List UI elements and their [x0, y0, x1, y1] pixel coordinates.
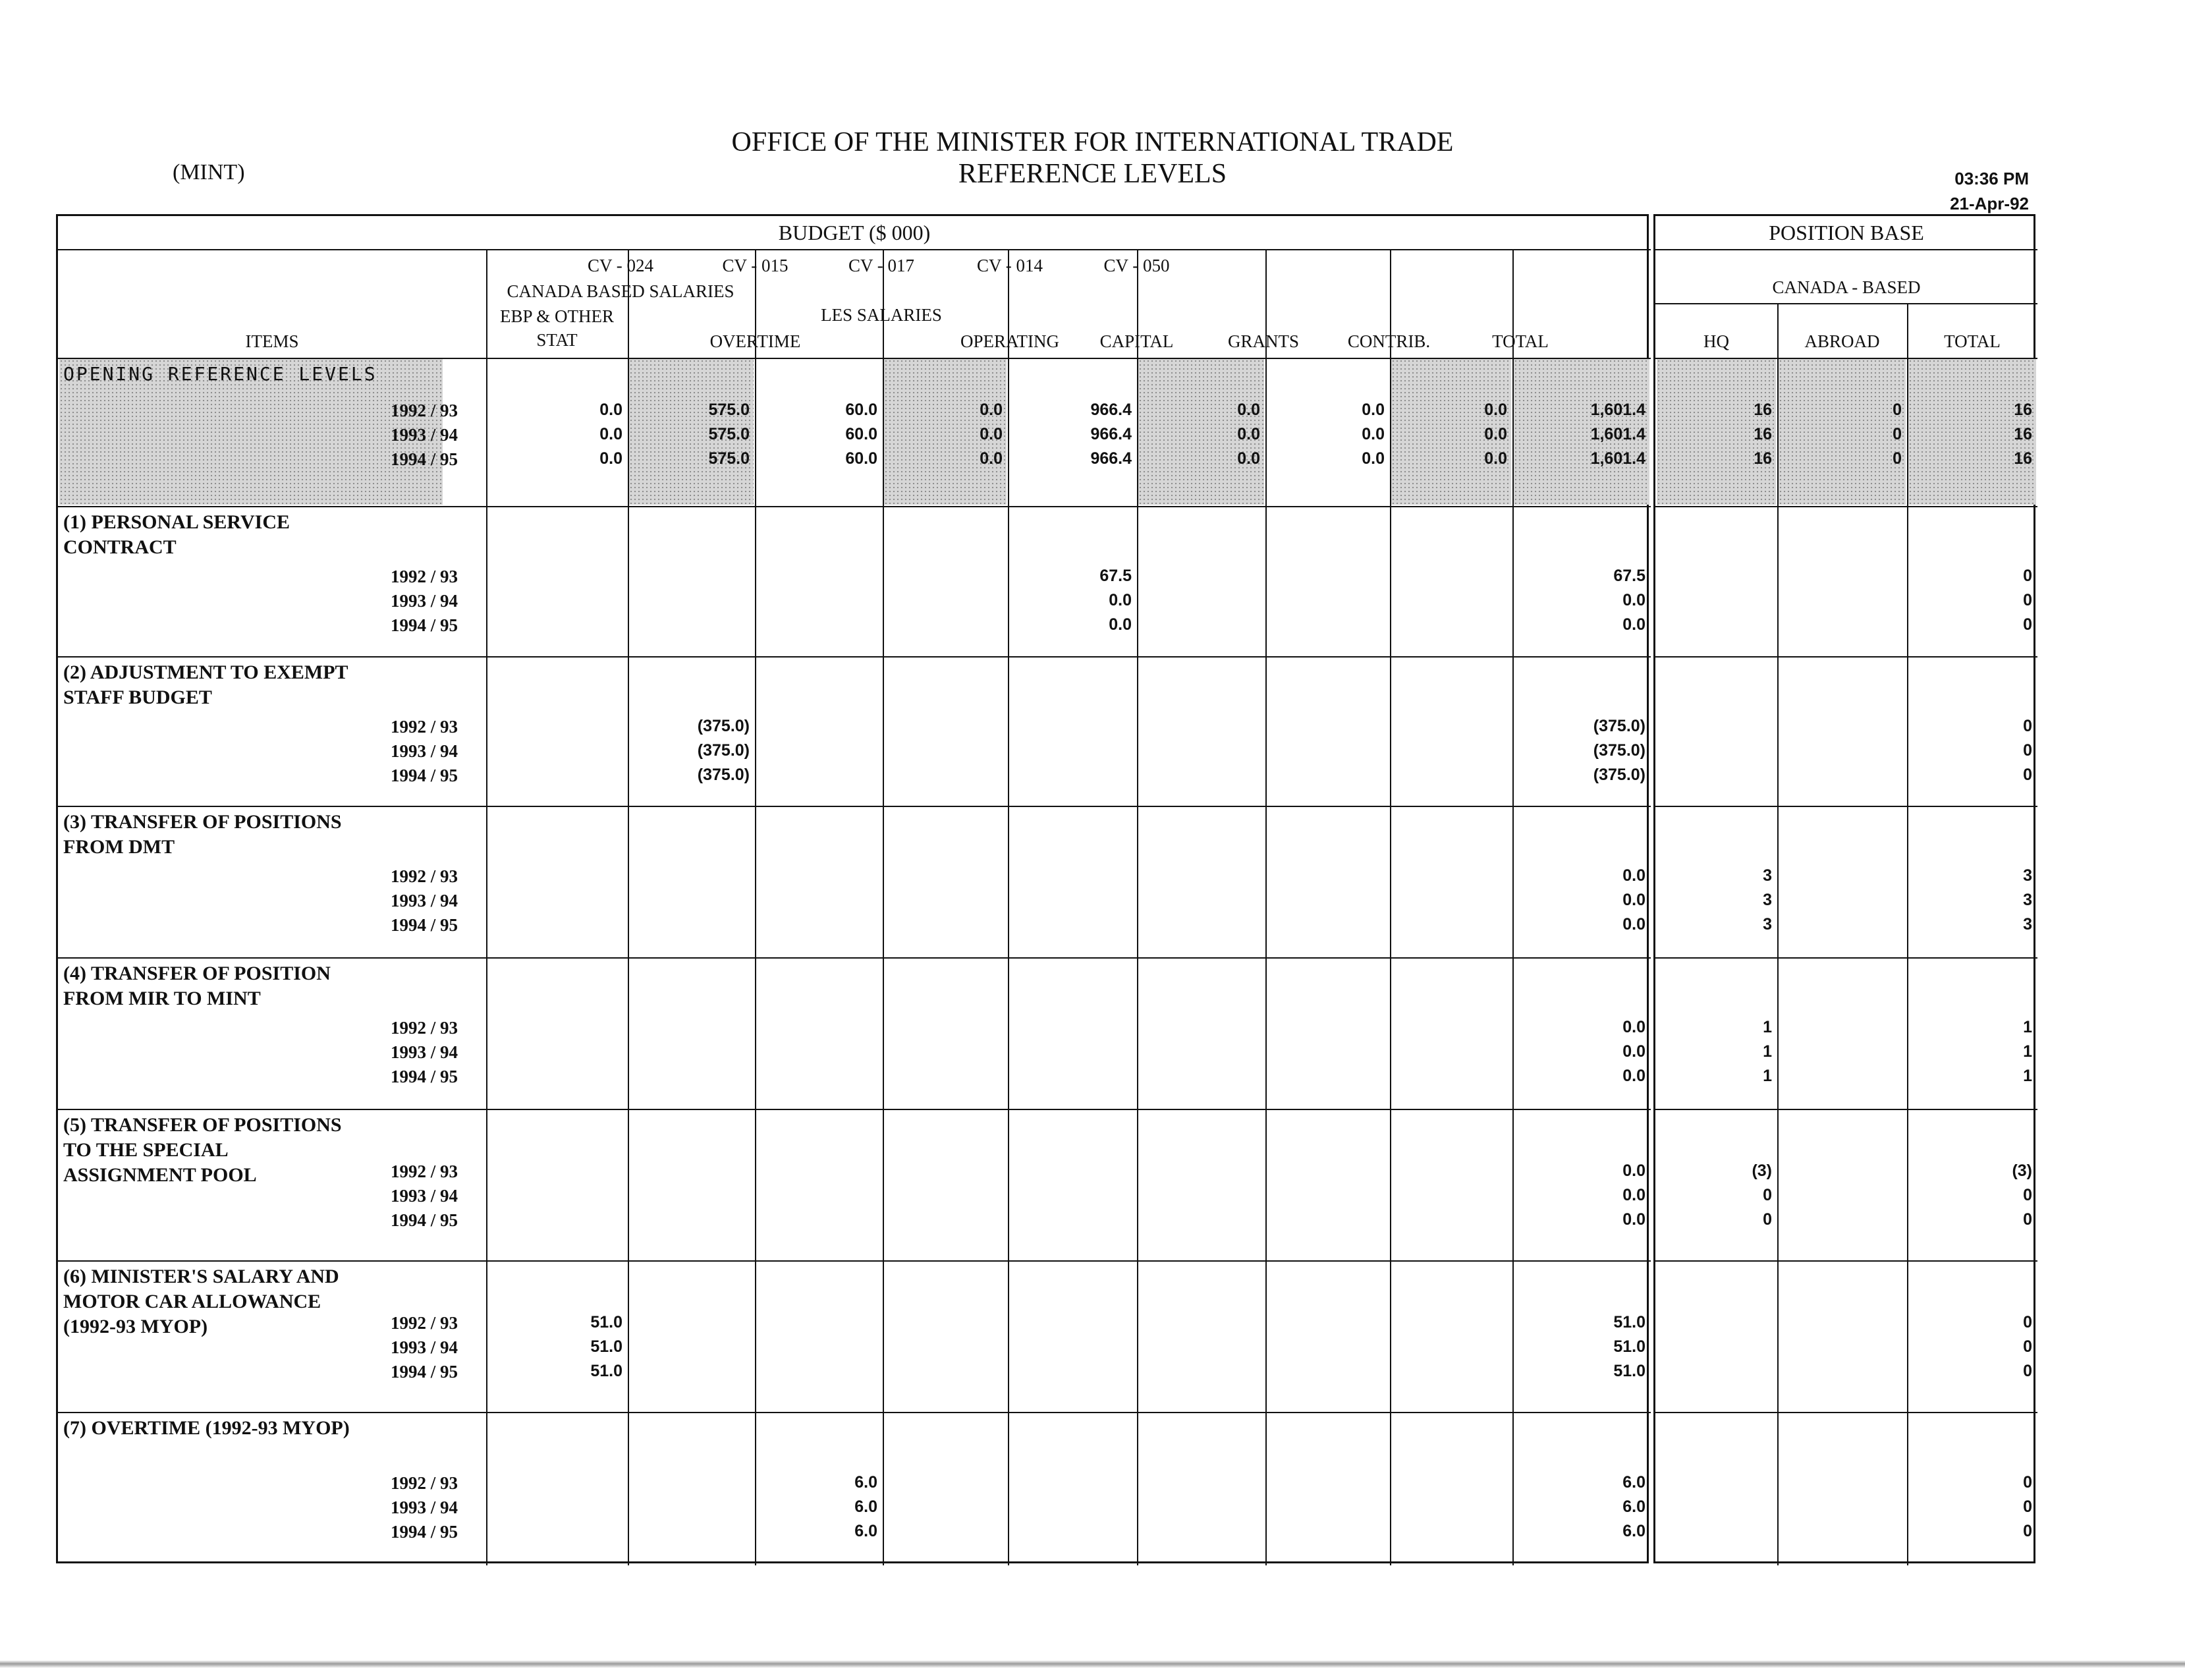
budget-cell: 0.0 [1622, 1210, 1646, 1229]
position-cell: 16 [2014, 449, 2032, 468]
section-title: (5) TRANSFER OF POSITIONS [63, 1114, 342, 1136]
column-code: CV - 024 [587, 256, 653, 275]
year-label: 1992 / 93 [391, 1313, 458, 1333]
section-title: FROM DMT [63, 836, 175, 858]
canada-based-header: CANADA - BASED [1772, 277, 1921, 297]
budget-cell: 0.0 [1237, 425, 1260, 443]
budget-cell: 60.0 [845, 449, 877, 468]
budget-cell: 0.0 [1109, 591, 1132, 609]
budget-cell: 0.0 [980, 401, 1003, 419]
budget-cell: 966.4 [1090, 449, 1132, 468]
year-label: 1994 / 95 [391, 1522, 458, 1542]
position-cell: 0 [2023, 1498, 2032, 1516]
year-label: 1992 / 93 [391, 1018, 458, 1038]
year-label: 1994 / 95 [391, 915, 458, 935]
section-title: FROM MIR TO MINT [63, 988, 261, 1009]
budget-cell: 0.0 [1622, 591, 1646, 609]
position-cell: (3) [2012, 1162, 2032, 1180]
position-cell: 0 [2023, 1313, 2032, 1331]
position-cell: 0 [2023, 567, 2032, 585]
position-cell: 0 [2023, 1473, 2032, 1492]
budget-cell: 0.0 [1622, 1067, 1646, 1085]
print-time: 03:36 PM [1954, 169, 2029, 188]
rule-group-header [58, 249, 1651, 250]
column-code: CV - 015 [722, 256, 788, 275]
column-header: CANADA BASED SALARIES [507, 281, 734, 301]
position-group-header: POSITION BASE [1769, 221, 1924, 244]
position-cell: 0 [1893, 425, 1902, 443]
budget-group-header: BUDGET ($ 000) [778, 221, 931, 244]
budget-cell: 6.0 [1622, 1498, 1646, 1516]
position-cell: 1 [2023, 1018, 2032, 1036]
position-cell: 3 [1763, 866, 1772, 885]
position-cell: 3 [2023, 866, 2032, 885]
budget-cell: 1,601.4 [1590, 401, 1646, 419]
column-header: CAPITAL [1099, 331, 1174, 351]
page-bottom-edge [0, 1660, 2185, 1668]
budget-cell: 60.0 [845, 401, 877, 419]
section-title: STAFF BUDGET [63, 686, 212, 708]
budget-cell: 0.0 [1237, 449, 1260, 468]
rule-section [58, 1260, 1651, 1262]
budget-cell: (375.0) [697, 741, 750, 760]
rule-section [1655, 806, 2037, 807]
section-title: (6) MINISTER'S SALARY AND [63, 1266, 339, 1287]
budget-cell: 0.0 [599, 425, 622, 443]
section-title: (7) OVERTIME (1992-93 MYOP) [63, 1417, 350, 1439]
column-header: TOTAL [1492, 331, 1549, 351]
column-header: OVERTIME [709, 331, 801, 351]
budget-cell: 67.5 [1613, 567, 1646, 585]
position-column-header: HQ [1703, 331, 1729, 351]
position-base-table [1653, 214, 2035, 1563]
budget-cell: (375.0) [1593, 717, 1646, 735]
position-cell: 16 [1754, 401, 1772, 419]
budget-cell: 575.0 [708, 401, 750, 419]
rule-section [1655, 1109, 2037, 1110]
position-cell: 0 [1763, 1210, 1772, 1229]
budget-cell: 0.0 [1622, 1186, 1646, 1204]
section-title: TO THE SPECIAL [63, 1139, 229, 1161]
rule-group-header [1655, 249, 2037, 250]
year-label: 1992 / 93 [391, 1473, 458, 1493]
budget-cell: 575.0 [708, 449, 750, 468]
budget-cell: 0.0 [1484, 425, 1507, 443]
budget-cell: 0.0 [1362, 425, 1385, 443]
budget-cell: 60.0 [845, 425, 877, 443]
rule-section [1655, 1412, 2037, 1413]
rule-section [58, 1412, 1651, 1413]
position-cell: 0 [2023, 615, 2032, 634]
position-cell: 1 [1763, 1067, 1772, 1085]
print-date: 21-Apr-92 [1950, 194, 2029, 213]
year-label: 1992 / 93 [391, 1162, 458, 1181]
rule-column [1777, 303, 1779, 1565]
position-cell: 0 [2023, 1210, 2032, 1229]
year-label: 1993 / 94 [391, 1042, 458, 1062]
budget-cell: 51.0 [1613, 1313, 1646, 1331]
budget-cell: 0.0 [1622, 1042, 1646, 1061]
budget-cell: 1,601.4 [1590, 449, 1646, 468]
document-subtitle: REFERENCE LEVELS [958, 159, 1227, 189]
position-cell: 0 [2023, 1186, 2032, 1204]
column-header: OPERATING [960, 331, 1059, 351]
budget-cell: 51.0 [590, 1313, 622, 1331]
budget-cell: 966.4 [1090, 425, 1132, 443]
document-title: OFFICE OF THE MINISTER FOR INTERNATIONAL TRADE [731, 127, 1454, 157]
budget-cell: 0.0 [1622, 615, 1646, 634]
position-cell: 0 [2023, 1362, 2032, 1380]
position-cell: 0 [2023, 1337, 2032, 1356]
rule-section [1655, 506, 2037, 507]
rule-section [1655, 1260, 2037, 1262]
budget-cell: 1,601.4 [1590, 425, 1646, 443]
position-cell: 0 [2023, 766, 2032, 784]
section-title: (3) TRANSFER OF POSITIONS [63, 811, 342, 833]
position-cell: 1 [2023, 1067, 2032, 1085]
year-label: 1992 / 93 [391, 567, 458, 586]
budget-cell: 0.0 [1484, 401, 1507, 419]
position-cell: 16 [2014, 401, 2032, 419]
position-cell: 0 [2023, 591, 2032, 609]
rule-section [58, 358, 1651, 359]
section-title: CONTRACT [63, 536, 177, 558]
budget-cell: (375.0) [697, 717, 750, 735]
budget-cell: 6.0 [1622, 1522, 1646, 1540]
budget-cell: 575.0 [708, 425, 750, 443]
budget-cell: 0.0 [599, 449, 622, 468]
year-label: 1994 / 95 [391, 449, 458, 469]
position-cell: 0 [1763, 1186, 1772, 1204]
organization-abbrev: (MINT) [173, 160, 245, 184]
rule-column [1390, 249, 1391, 1565]
year-label: 1993 / 94 [391, 1498, 458, 1517]
section-title: (4) TRANSFER OF POSITION [63, 963, 331, 984]
year-label: 1994 / 95 [391, 766, 458, 785]
year-label: 1992 / 93 [391, 401, 458, 420]
budget-cell: 0.0 [1622, 1162, 1646, 1180]
budget-cell: 6.0 [854, 1498, 877, 1516]
section-title: (1992-93 MYOP) [63, 1316, 208, 1337]
position-cell: 3 [2023, 891, 2032, 909]
budget-cell: 0.0 [980, 425, 1003, 443]
year-label: 1993 / 94 [391, 591, 458, 611]
rule-column [628, 249, 629, 1565]
rule-section [1655, 957, 2037, 959]
rule-column [755, 249, 756, 1565]
position-cell: 1 [1763, 1042, 1772, 1061]
budget-cell: 0.0 [1237, 401, 1260, 419]
budget-cell: 0.0 [980, 449, 1003, 468]
year-label: 1994 / 95 [391, 615, 458, 635]
position-cell: 1 [1763, 1018, 1772, 1036]
position-cell: 0 [1893, 401, 1902, 419]
position-cell: 16 [1754, 425, 1772, 443]
budget-cell: 0.0 [1109, 615, 1132, 634]
year-label: 1994 / 95 [391, 1362, 458, 1382]
rule-column [1265, 249, 1267, 1565]
year-label: 1992 / 93 [391, 866, 458, 886]
rule-column [1137, 249, 1138, 1565]
budget-cell: 51.0 [590, 1362, 622, 1380]
year-label: 1993 / 94 [391, 741, 458, 761]
section-title: MOTOR CAR ALLOWANCE [63, 1291, 321, 1312]
position-column-header: ABROAD [1804, 331, 1880, 351]
rule-section [58, 1109, 1651, 1110]
section-title: OPENING REFERENCE LEVELS [63, 363, 377, 385]
position-cell: 1 [2023, 1042, 2032, 1061]
budget-table [56, 214, 1649, 1563]
year-label: 1993 / 94 [391, 1186, 458, 1206]
budget-cell: (375.0) [697, 766, 750, 784]
budget-cell: 0.0 [1622, 891, 1646, 909]
budget-cell: (375.0) [1593, 766, 1646, 784]
rule-section [58, 506, 1651, 507]
rule-subgroup-header [1655, 303, 2037, 304]
year-label: 1992 / 93 [391, 717, 458, 737]
budget-cell: 51.0 [590, 1337, 622, 1356]
rule-section [1655, 358, 2037, 359]
budget-cell: 0.0 [1622, 915, 1646, 934]
column-code: CV - 014 [976, 256, 1043, 275]
year-label: 1994 / 95 [391, 1067, 458, 1086]
column-header: LES SALARIES [821, 305, 942, 325]
section-title: (1) PERSONAL SERVICE [63, 511, 290, 533]
position-cell: 16 [2014, 425, 2032, 443]
position-cell: 0 [2023, 717, 2032, 735]
budget-cell: 51.0 [1613, 1337, 1646, 1356]
column-code: CV - 017 [848, 256, 914, 275]
budget-cell: 966.4 [1090, 401, 1132, 419]
rule-column [1008, 249, 1009, 1565]
budget-cell: 67.5 [1099, 567, 1132, 585]
budget-cell: 0.0 [1484, 449, 1507, 468]
position-cell: 3 [1763, 915, 1772, 934]
position-cell: 3 [2023, 915, 2032, 934]
year-label: 1993 / 94 [391, 1337, 458, 1357]
budget-cell: 0.0 [1362, 449, 1385, 468]
budget-cell: 51.0 [1613, 1362, 1646, 1380]
budget-cell: 0.0 [1622, 1018, 1646, 1036]
budget-cell: (375.0) [1593, 741, 1646, 760]
column-header: CONTRIB. [1347, 331, 1431, 351]
items-header: ITEMS [245, 331, 299, 351]
position-cell: 16 [1754, 449, 1772, 468]
rule-section [58, 806, 1651, 807]
rule-column [883, 249, 884, 1565]
position-cell: (3) [1752, 1162, 1772, 1180]
rule-section [58, 656, 1651, 658]
position-column-header: TOTAL [1944, 331, 2001, 351]
position-cell: 0 [1893, 449, 1902, 468]
position-cell: 0 [2023, 741, 2032, 760]
column-header: EBP & OTHER STAT [499, 306, 614, 350]
budget-cell: 0.0 [599, 401, 622, 419]
budget-cell: 6.0 [1622, 1473, 1646, 1492]
position-cell: 3 [1763, 891, 1772, 909]
year-label: 1994 / 95 [391, 1210, 458, 1230]
column-header: GRANTS [1227, 331, 1299, 351]
position-cell: 0 [2023, 1522, 2032, 1540]
year-label: 1993 / 94 [391, 425, 458, 445]
year-label: 1993 / 94 [391, 891, 458, 910]
budget-cell: 0.0 [1362, 401, 1385, 419]
budget-cell: 6.0 [854, 1473, 877, 1492]
column-code: CV - 050 [1103, 256, 1170, 275]
rule-section [58, 957, 1651, 959]
section-title: (2) ADJUSTMENT TO EXEMPT [63, 661, 348, 683]
section-title: ASSIGNMENT POOL [63, 1164, 257, 1186]
rule-section [1655, 656, 2037, 658]
budget-cell: 0.0 [1622, 866, 1646, 885]
budget-cell: 6.0 [854, 1522, 877, 1540]
